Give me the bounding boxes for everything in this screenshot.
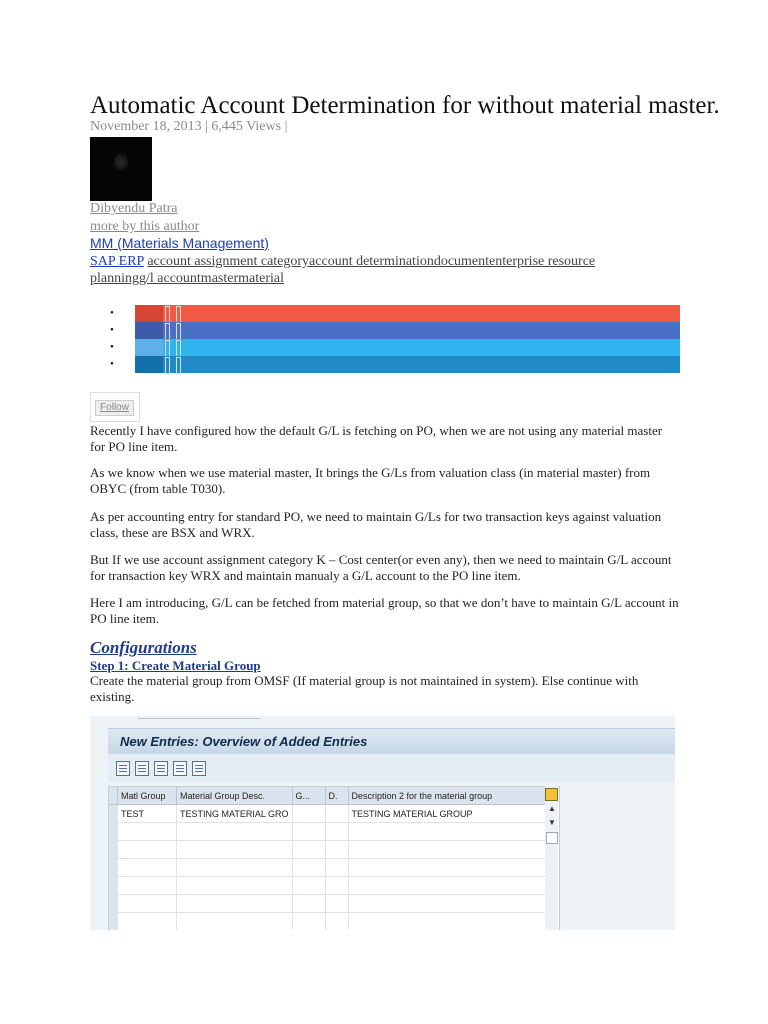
google-plus-icon[interactable] (135, 305, 163, 322)
table-cell[interactable] (118, 841, 177, 859)
table-cell[interactable] (325, 895, 348, 913)
table-row[interactable] (109, 859, 555, 877)
share-row-facebook (110, 322, 680, 339)
sap-screenshot (90, 716, 675, 930)
list-icon[interactable] (192, 761, 206, 776)
share-bar-facebook[interactable] (135, 322, 680, 339)
row-selector[interactable] (109, 895, 118, 913)
table-cell[interactable] (325, 823, 348, 841)
tag-list (90, 253, 650, 287)
share-row-linkedin (110, 356, 680, 373)
table-cell[interactable] (348, 823, 555, 841)
configurations-heading: Configurations (90, 638, 197, 657)
table-cell[interactable] (177, 877, 293, 895)
table-cell[interactable] (348, 841, 555, 859)
list-bullet: • (110, 358, 114, 370)
share-counter-icon (165, 357, 170, 374)
table-settings-icon[interactable] (545, 788, 558, 801)
table-cell[interactable] (348, 895, 555, 913)
table-cell[interactable]: TESTING MATERIAL GROUP (348, 805, 555, 823)
list-bullet: • (110, 341, 114, 353)
tags-link[interactable]: account assignment categoryaccount determinationdocumententerprise resource planningg/l accountmastermaterial (90, 254, 596, 286)
table-cell[interactable] (325, 859, 348, 877)
article-title: Automatic Account Determination for without material master. (90, 92, 720, 119)
scroll-thumb[interactable] (546, 832, 558, 844)
row-selector[interactable] (109, 823, 118, 841)
save-icon[interactable] (135, 761, 149, 776)
table-cell[interactable] (292, 877, 325, 895)
list-bullet: • (110, 324, 114, 336)
share-counter-icon (176, 323, 181, 340)
sap-title-bar (108, 728, 675, 755)
step1-text: Create the material group from OMSF (If material group is not maintained in system). Else continue with existing. (90, 673, 639, 704)
article-meta: November 18, 2013 | 6,445 Views | (90, 119, 288, 134)
share-counter-icon (165, 323, 170, 340)
copy-icon[interactable] (154, 761, 168, 776)
category-link[interactable]: MM (Materials Management) (90, 235, 269, 251)
column-header[interactable]: D. (325, 787, 348, 805)
share-counter-icon (165, 340, 170, 357)
table-cell[interactable] (348, 859, 555, 877)
author-avatar[interactable] (90, 137, 152, 201)
scroll-down-icon[interactable]: ▼ (548, 818, 556, 827)
table-cell[interactable] (177, 913, 293, 931)
table-cell[interactable] (118, 877, 177, 895)
row-selector[interactable] (109, 913, 118, 931)
share-counter-icon (176, 340, 181, 357)
column-header[interactable]: Description 2 for the material group (348, 787, 555, 805)
column-header[interactable]: Material Group Desc. (177, 787, 293, 805)
table-row[interactable] (109, 895, 555, 913)
table-cell[interactable] (292, 913, 325, 931)
column-header[interactable]: G... (292, 787, 325, 805)
table-cell[interactable]: TESTING MATERIAL GRO (177, 805, 293, 823)
row-selector-header (109, 787, 118, 805)
delete-icon[interactable] (173, 761, 187, 776)
pencil-glasses-icon[interactable] (116, 761, 130, 776)
share-bar-linkedin[interactable] (135, 356, 680, 373)
avatar-face (114, 153, 128, 171)
row-selector[interactable] (109, 841, 118, 859)
row-selector[interactable] (109, 859, 118, 877)
material-group-table (109, 787, 556, 930)
table-cell[interactable] (118, 859, 177, 877)
table-row[interactable] (109, 913, 555, 931)
twitter-icon[interactable] (135, 339, 163, 356)
table-cell[interactable] (325, 841, 348, 859)
table-cell[interactable] (118, 895, 177, 913)
table-cell[interactable] (118, 823, 177, 841)
follow-label[interactable]: Follow (95, 400, 134, 416)
table-cell[interactable] (325, 913, 348, 931)
author-link[interactable]: Dibyendu Patra (90, 201, 178, 216)
paragraph-3: As per accounting entry for standard PO, we need to maintain G/Ls for two transaction keys against valuation class, these are BSX and WRX. (90, 509, 662, 540)
row-selector[interactable] (109, 805, 118, 823)
sap-toolbar (108, 754, 675, 782)
table-cell[interactable] (177, 841, 293, 859)
column-header[interactable]: Matl Group (118, 787, 177, 805)
table-cell[interactable] (292, 895, 325, 913)
table-cell[interactable] (348, 877, 555, 895)
scroll-up-icon[interactable]: ▲ (548, 804, 556, 813)
table-cell[interactable] (177, 895, 293, 913)
sap-table-control (108, 786, 560, 930)
table-cell[interactable] (292, 823, 325, 841)
table-row[interactable] (109, 805, 555, 823)
share-bar-google-plus[interactable] (135, 305, 680, 322)
row-selector[interactable] (109, 877, 118, 895)
step1-heading: Step 1: Create Material Group (90, 658, 261, 673)
more-by-author-link[interactable]: more by this author (90, 219, 200, 234)
table-cell[interactable] (348, 913, 555, 931)
share-bar-twitter[interactable] (135, 339, 680, 356)
share-counter-icon (176, 357, 181, 374)
table-row[interactable] (109, 841, 555, 859)
table-cell[interactable] (292, 859, 325, 877)
share-bar-list (110, 305, 680, 373)
paragraph-4: But If we use account assignment category K – Cost center(or even any), then we need to maintain G/L account for transaction key WRX and maintain manualy a G/L account to the PO line item. (90, 552, 672, 583)
paragraph-5: Here I am introducing, G/L can be fetched from material group, so that we don’t have to maintain G/L account in PO line item. (90, 595, 679, 626)
table-cell[interactable] (325, 805, 348, 823)
linkedin-icon[interactable] (135, 356, 163, 373)
table-cell[interactable] (292, 841, 325, 859)
screenshot-top-line (138, 716, 260, 719)
table-cell[interactable] (325, 877, 348, 895)
table-cell[interactable] (177, 823, 293, 841)
facebook-icon[interactable] (135, 322, 163, 339)
follow-button[interactable] (90, 392, 140, 422)
product-tag[interactable]: SAP ERP (90, 254, 144, 269)
share-row-google-plus (110, 305, 680, 322)
share-row-twitter (110, 339, 680, 356)
list-bullet: • (110, 307, 114, 319)
share-counter-icon (165, 306, 170, 323)
table-cell[interactable] (177, 859, 293, 877)
table-row[interactable] (109, 877, 555, 895)
paragraph-2: As we know when we use material master, It brings the G/Ls from valuation class (in material master) from OBYC (from table T030). (90, 465, 651, 496)
share-counter-icon (176, 306, 181, 323)
table-cell[interactable] (292, 805, 325, 823)
table-row[interactable] (109, 823, 555, 841)
paragraph-1: Recently I have configured how the default G/L is fetching on PO, when we are not using any material master for PO line item. (90, 423, 663, 454)
sap-screen-title: New Entries: Overview of Added Entries (120, 734, 368, 749)
table-cell[interactable]: TEST (118, 805, 177, 823)
table-cell[interactable] (118, 913, 177, 931)
